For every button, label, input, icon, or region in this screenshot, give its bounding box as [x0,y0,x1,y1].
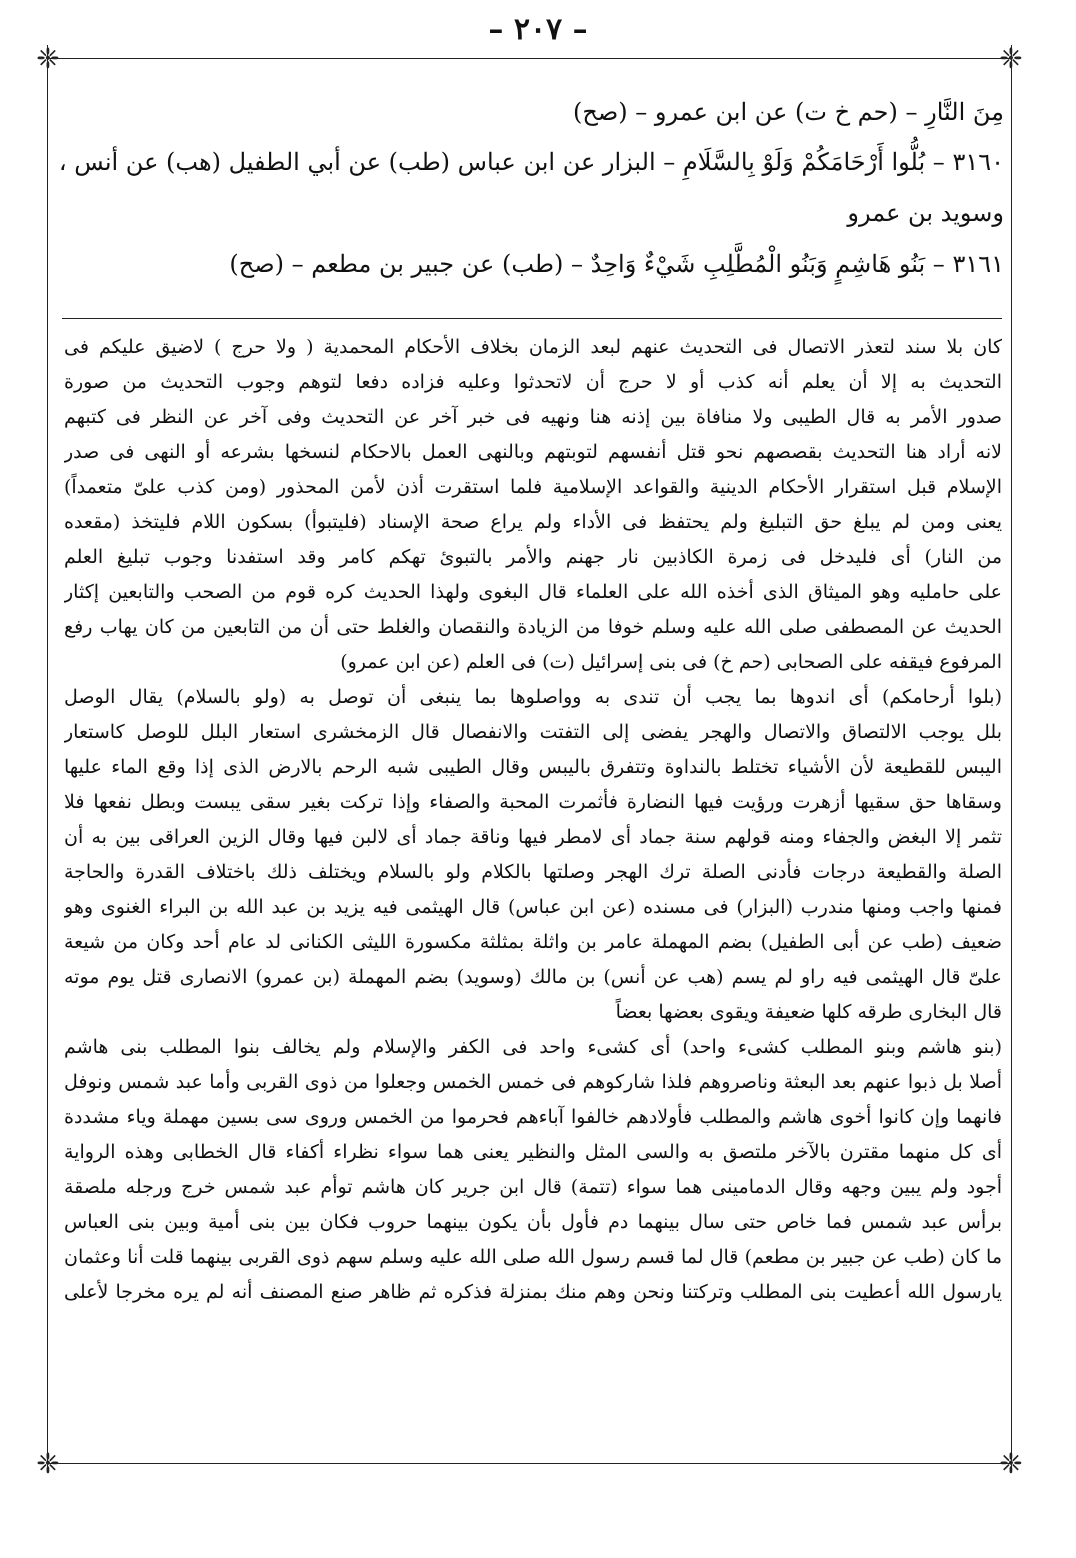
commentary-line: التحديث به إلا أن يعلم أنه كذب أو لا حرج أن لاتحدثوا وعليه فزاده دفعا لتوهم وجوب التحديث من صورة [64,371,1002,393]
corner-ornament-icon: ❈ [36,42,60,75]
corner-ornament-icon: ❈ [999,42,1023,75]
commentary-paragraph [64,1030,1002,1310]
commentary-line: بلل يوجب الالتصاق والاتصال والهجر يفضى إلى التفتت والانفصال قال الزمخشرى استعار البلل للوصل كاستعار [64,721,1002,743]
commentary-line: الحديث عن المصطفى صلى الله عليه وسلم خوفا من الزيادة والنقصان والغلط حتى أن من التابعين من كان يهاب رفع [64,616,1002,638]
commentary-line: ما كان (طب عن جبير بن مطعم) قال لما قسم رسول الله صلى الله عليه وسلم سهم ذوى القربى بينهما قلت أنا وعثمان [64,1246,1002,1268]
commentary-line: (بلوا أرحامكم) أى اندوها بما يجب أن تندى به وواصلوها بما ينبغى أن توصل به (ولو بالسلام) يقال الوصل [64,686,1002,708]
commentary-line: يارسول الله أعطيت بنى المطلب وتركتنا ونحن وهم منك بمنزلة فذكره ثم ظاهر صنع المصنف أنه لم يره مخرجا لأعلى [64,1281,1002,1303]
commentary-line: فمنها واجب ومنها مندرب (البزار) فى مسنده (عن ابن عباس) قال الهيثمى فيه يزيد بن عبد الله بن البراء الغنوى وهو [64,896,1002,918]
page-border-bottom [47,1463,1012,1464]
section-divider [62,318,1002,319]
commentary-line: ضعيف (طب عن أبى الطفيل) بضم المهملة عامر بن واثلة بمثلثة مكسورة الليثى الكنانى لد عام أحد وكان من شيعة [64,931,1002,953]
commentary [64,330,1002,1310]
page-border-top [47,58,1012,59]
commentary-line: الصلة والقطيعة درجات فأدنى الصلة ترك الهجر وصلتها بالكلام ولو بالسلام ويختلف ذلك باختلاف القدرة والحاجة [64,861,1002,883]
corner-ornament-icon: ❈ [999,1447,1023,1480]
commentary-line: أجود ولم يبين وجهه وقال الدمامينى هما سواء (تتمة) قال ابن جرير كان هاشم توأم عبد شمس خرج ورجله ملصقة [64,1176,1002,1198]
commentary-line: برأس عبد شمس فما خاص حتى سال بينهما دم فأول بأن يكون بينهما حروب فكان بين بنى أمية وبين بنى العباس [64,1211,1002,1233]
commentary-line: صدور الأمر به قال الطيبى ولا منافاة بين إذنه هنا ونهيه فى خبر آخر عن التحديث وفى آخر عن النظر فى كتبهم [64,406,1002,428]
corner-ornament-icon: ❈ [36,1447,60,1480]
commentary-paragraph [64,330,1002,680]
commentary-paragraph [64,680,1002,1030]
hadith-line: وسويد بن عمرو [847,199,1004,227]
commentary-line: المرفوع فيقفه على الصحابى (حم خ) فى بنى إسرائيل (ت) فى العلم (عن ابن عمرو) [340,651,1002,673]
hadith-line: مِنَ النَّارِ – (حم خ ت) عن ابن عمرو – (صح) [573,98,1004,126]
page-number: – ٢٠٧ – [488,12,588,47]
hadith-line: ٣١٦١ – بَنُو هَاشِمٍ وَبَنُو الْمُطَّلِبِ شَيْءٌ وَاحِدٌ – (طب) عن جبير بن مطعم – (صح) [229,250,1004,278]
commentary-line: لانه أراد هنا التحديث بقصصهم نحو قتل أنفسهم لتوبتهم وبالنهى العمل بالاحكام لنسخها بشرعه أو النهى فى صدر [64,441,1002,463]
commentary-line: علىّ قال الهيثمى فيه راو لم يسم (هب عن أنس) بن مالك (وسويد) بضم المهملة (بن عمرو) الانصارى قتل يوم موته [64,966,1002,988]
hadith-line: ٣١٦٠ – بُلُّوا أَرْحَامَكُمْ وَلَوْ بِالسَّلَامِ – البزار عن ابن عباس (طب) عن أبي الطفيل (هب) عن أنس ، [58,148,1004,176]
commentary-line: كان بلا سند لتعذر الاتصال فى التحديث عنهم لبعد الزمان بخلاف الأحكام المحمدية ( ولا حرج ) لاضيق عليكم فى [64,336,1002,358]
commentary-line: (بنو هاشم وبنو المطلب كشىء واحد) أى كشىء واحد فى الكفر والإسلام ولم يخالف بنوا المطلب بنى هاشم [64,1036,1002,1058]
commentary-line: أصلا بل ذبوا عنهم بعد البعثة وناصروهم فلذا شاركوهم فى خمس الخمس وجعلوا من ذوى القربى وأما عبد شمس ونوفل [64,1071,1002,1093]
commentary-line: من النار) أى فليدخل فى زمرة الكاذبين نار جهنم والأمر بالتبوئ تهكم كامر وقد استفدنا وجوب تبليغ العلم [64,546,1002,568]
commentary-line: اليبس للقطيعة لأن الأشياء تختلط بالنداوة وتتفرق باليبس وقال الطيبى شبه الرحم بالارض الذى إذا وقع الماء عليها [64,756,1002,778]
commentary-line: أى كل منهما مقترن بالآخر ملتصق به والسى المثل والنظير يعنى هما سواء نظراء أكفاء قال الخطابى وهذه الرواية [64,1141,1002,1163]
commentary-line: على حامليه وهو الميثاق الذى أخذه الله على العلماء قال البغوى ولهذا الحديث كره قوم من الصحب والتابعين إكثار [64,581,1002,603]
commentary-line: يعنى ومن لم يبلغ حق التبليغ ولم يحتفظ فى الأداء ولم يراع صحة الإسناد (فليتبوأ) بسكون اللام فليتخذ (مقعده [64,511,1002,533]
commentary-line: فانهما وإن كانوا أخوى هاشم والمطلب فأولادهم خالفوا آباءهم فحرموا من الخمس وروى سى بسين مهملة وياء مشددة [64,1106,1002,1128]
page-border-left [47,45,48,1468]
commentary-line: تثمر إلا البغض والجفاء ومنه قولهم سنة جماد أى لامطر فيها وناقة جماد أى لالبن فيها وقال الزين العراقى بين به أن [64,826,1002,848]
commentary-line: وسقاها حق سقيها أزهرت ورؤيت فيها النضارة فأثمرت المحبة والصفاء وإذا تركت بغير سقى يبست وبطل نفعها فلا [64,791,1002,813]
page-border-right [1011,45,1012,1468]
commentary-line: قال البخارى طرقه كلها ضعيفة ويقوى بعضها بعضاً [615,1001,1002,1023]
commentary-line: الإسلام قبل استقرار الأحكام الدينية والقواعد الإسلامية فلما استقرت أذن لأمن المحذور (ومن كذب علىّ متعمداً) [64,476,1002,498]
